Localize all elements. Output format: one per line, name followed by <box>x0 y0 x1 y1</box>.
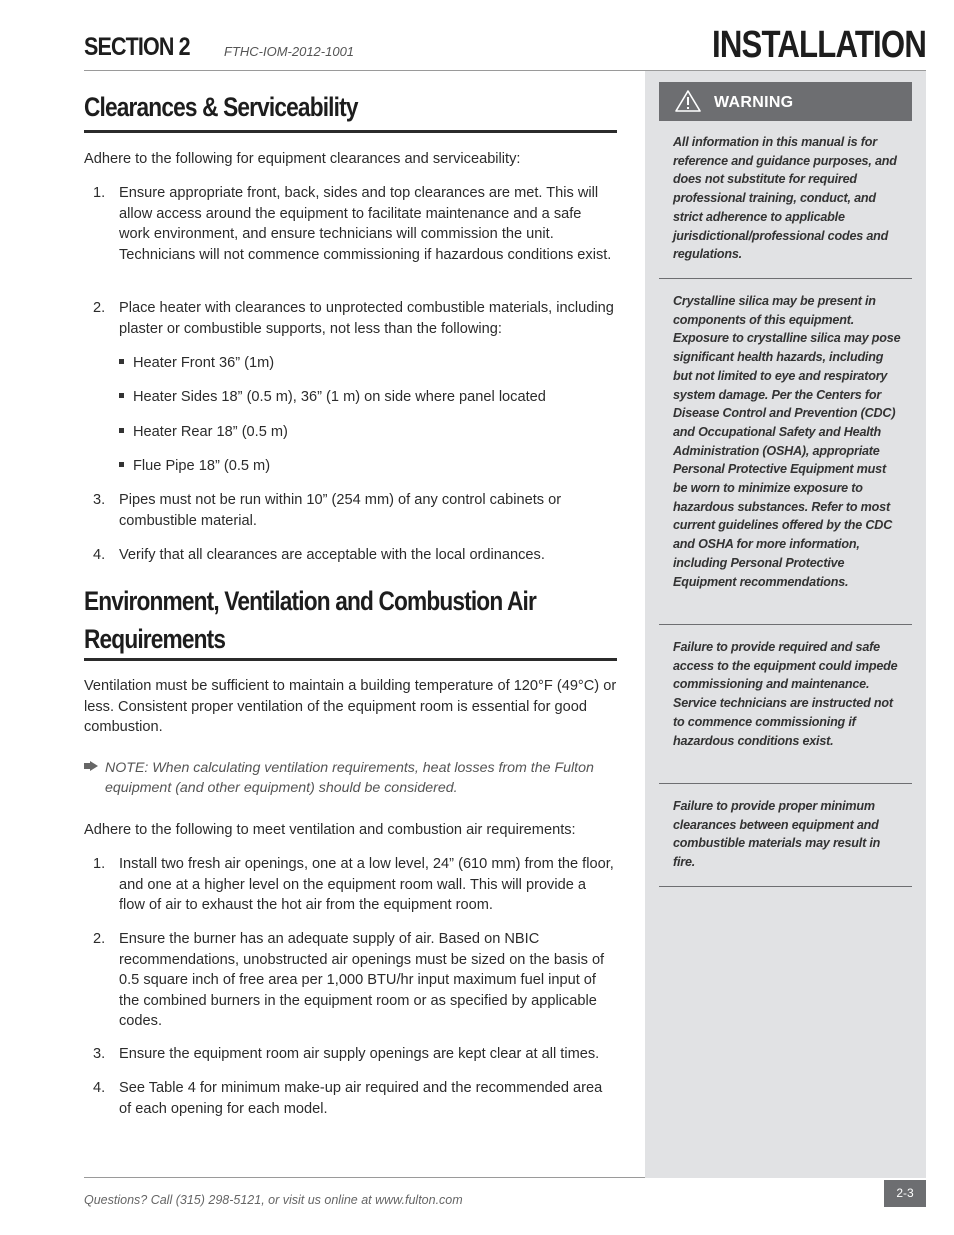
warning-triangle-icon <box>675 90 701 112</box>
environment-intro-2: Adhere to the following to meet ventilation and combustion air requirements: <box>84 822 576 838</box>
environment-intro: Ventilation must be sufficient to maintain a building temperature of 120°F (49°C) or less. Consistent proper ventilation of the equipment room is essential for good combustion. <box>84 678 617 735</box>
page-number: 2-3 <box>884 1180 926 1207</box>
section-label: SECTION 2 <box>84 33 190 61</box>
warning-text-silica: Crystalline silica may be present in components of this equipment. Exposure to crystalline silica may pose significant health hazards, including but not limited to eye and respiratory system damage. Per the Centers for Disease Control and Prevention (CDC) and Occupational Safety and Health Administration (OSHA), appropriate Personal Protective Equipment must be worn to minimize exposure to hazardous substances. Refer to most current guidelines offered by the CDC and OSHA for more information, including Personal Protective Equipment recommendations. <box>673 294 901 589</box>
clearances-heading: Clearances & Serviceability <box>84 92 617 133</box>
bullet-marker <box>119 393 124 398</box>
divider <box>659 278 912 279</box>
bullet-marker <box>119 462 124 467</box>
warning-label: WARNING <box>714 94 794 111</box>
warning-text-clearance: Failure to provide proper minimum clearances between equipment and combustible materials may result in fire. <box>673 799 881 870</box>
bullet-marker <box>119 428 124 433</box>
bullet-item: Heater Front 36” (1m) <box>119 353 274 374</box>
divider <box>659 624 912 625</box>
warning-header <box>659 82 912 121</box>
divider <box>659 783 912 784</box>
warning-text-access: Failure to provide required and safe access to the equipment could impede commissioning and maintenance. Service technicians are instructed not to commence commissioning if hazardous conditions exist. <box>673 640 898 748</box>
bullet-marker <box>119 359 124 364</box>
divider <box>659 886 912 887</box>
warning-text-general: All information in this manual is for reference and guidance purposes, and does not substitute for required professional training, conduct, and strict adherence to applicable jurisdictional/professional codes and regulations. <box>673 135 897 262</box>
section-title: INSTALLATION <box>711 24 926 66</box>
bullet-item: Heater Rear 18” (0.5 m) <box>119 422 288 443</box>
page-header <box>84 26 926 71</box>
clearances-intro: Adhere to the following for equipment clearances and serviceability: <box>84 151 521 167</box>
bullet-item: Heater Sides 18” (0.5 m), 36” (1 m) on side where panel located <box>119 387 546 408</box>
pointing-hand-icon <box>84 761 98 771</box>
footer-contact: Questions? Call (315) 298-5121, or visit us online at www.fulton.com <box>84 1193 463 1207</box>
environment-heading: Environment, Ventilation and Combustion Air Requirements <box>84 582 617 661</box>
bullet-item: Flue Pipe 18” (0.5 m) <box>119 456 270 477</box>
footer-rule <box>84 1177 645 1178</box>
warning-sidebar <box>645 71 926 1178</box>
document-code: FTHC-IOM-2012-1001 <box>224 44 355 59</box>
